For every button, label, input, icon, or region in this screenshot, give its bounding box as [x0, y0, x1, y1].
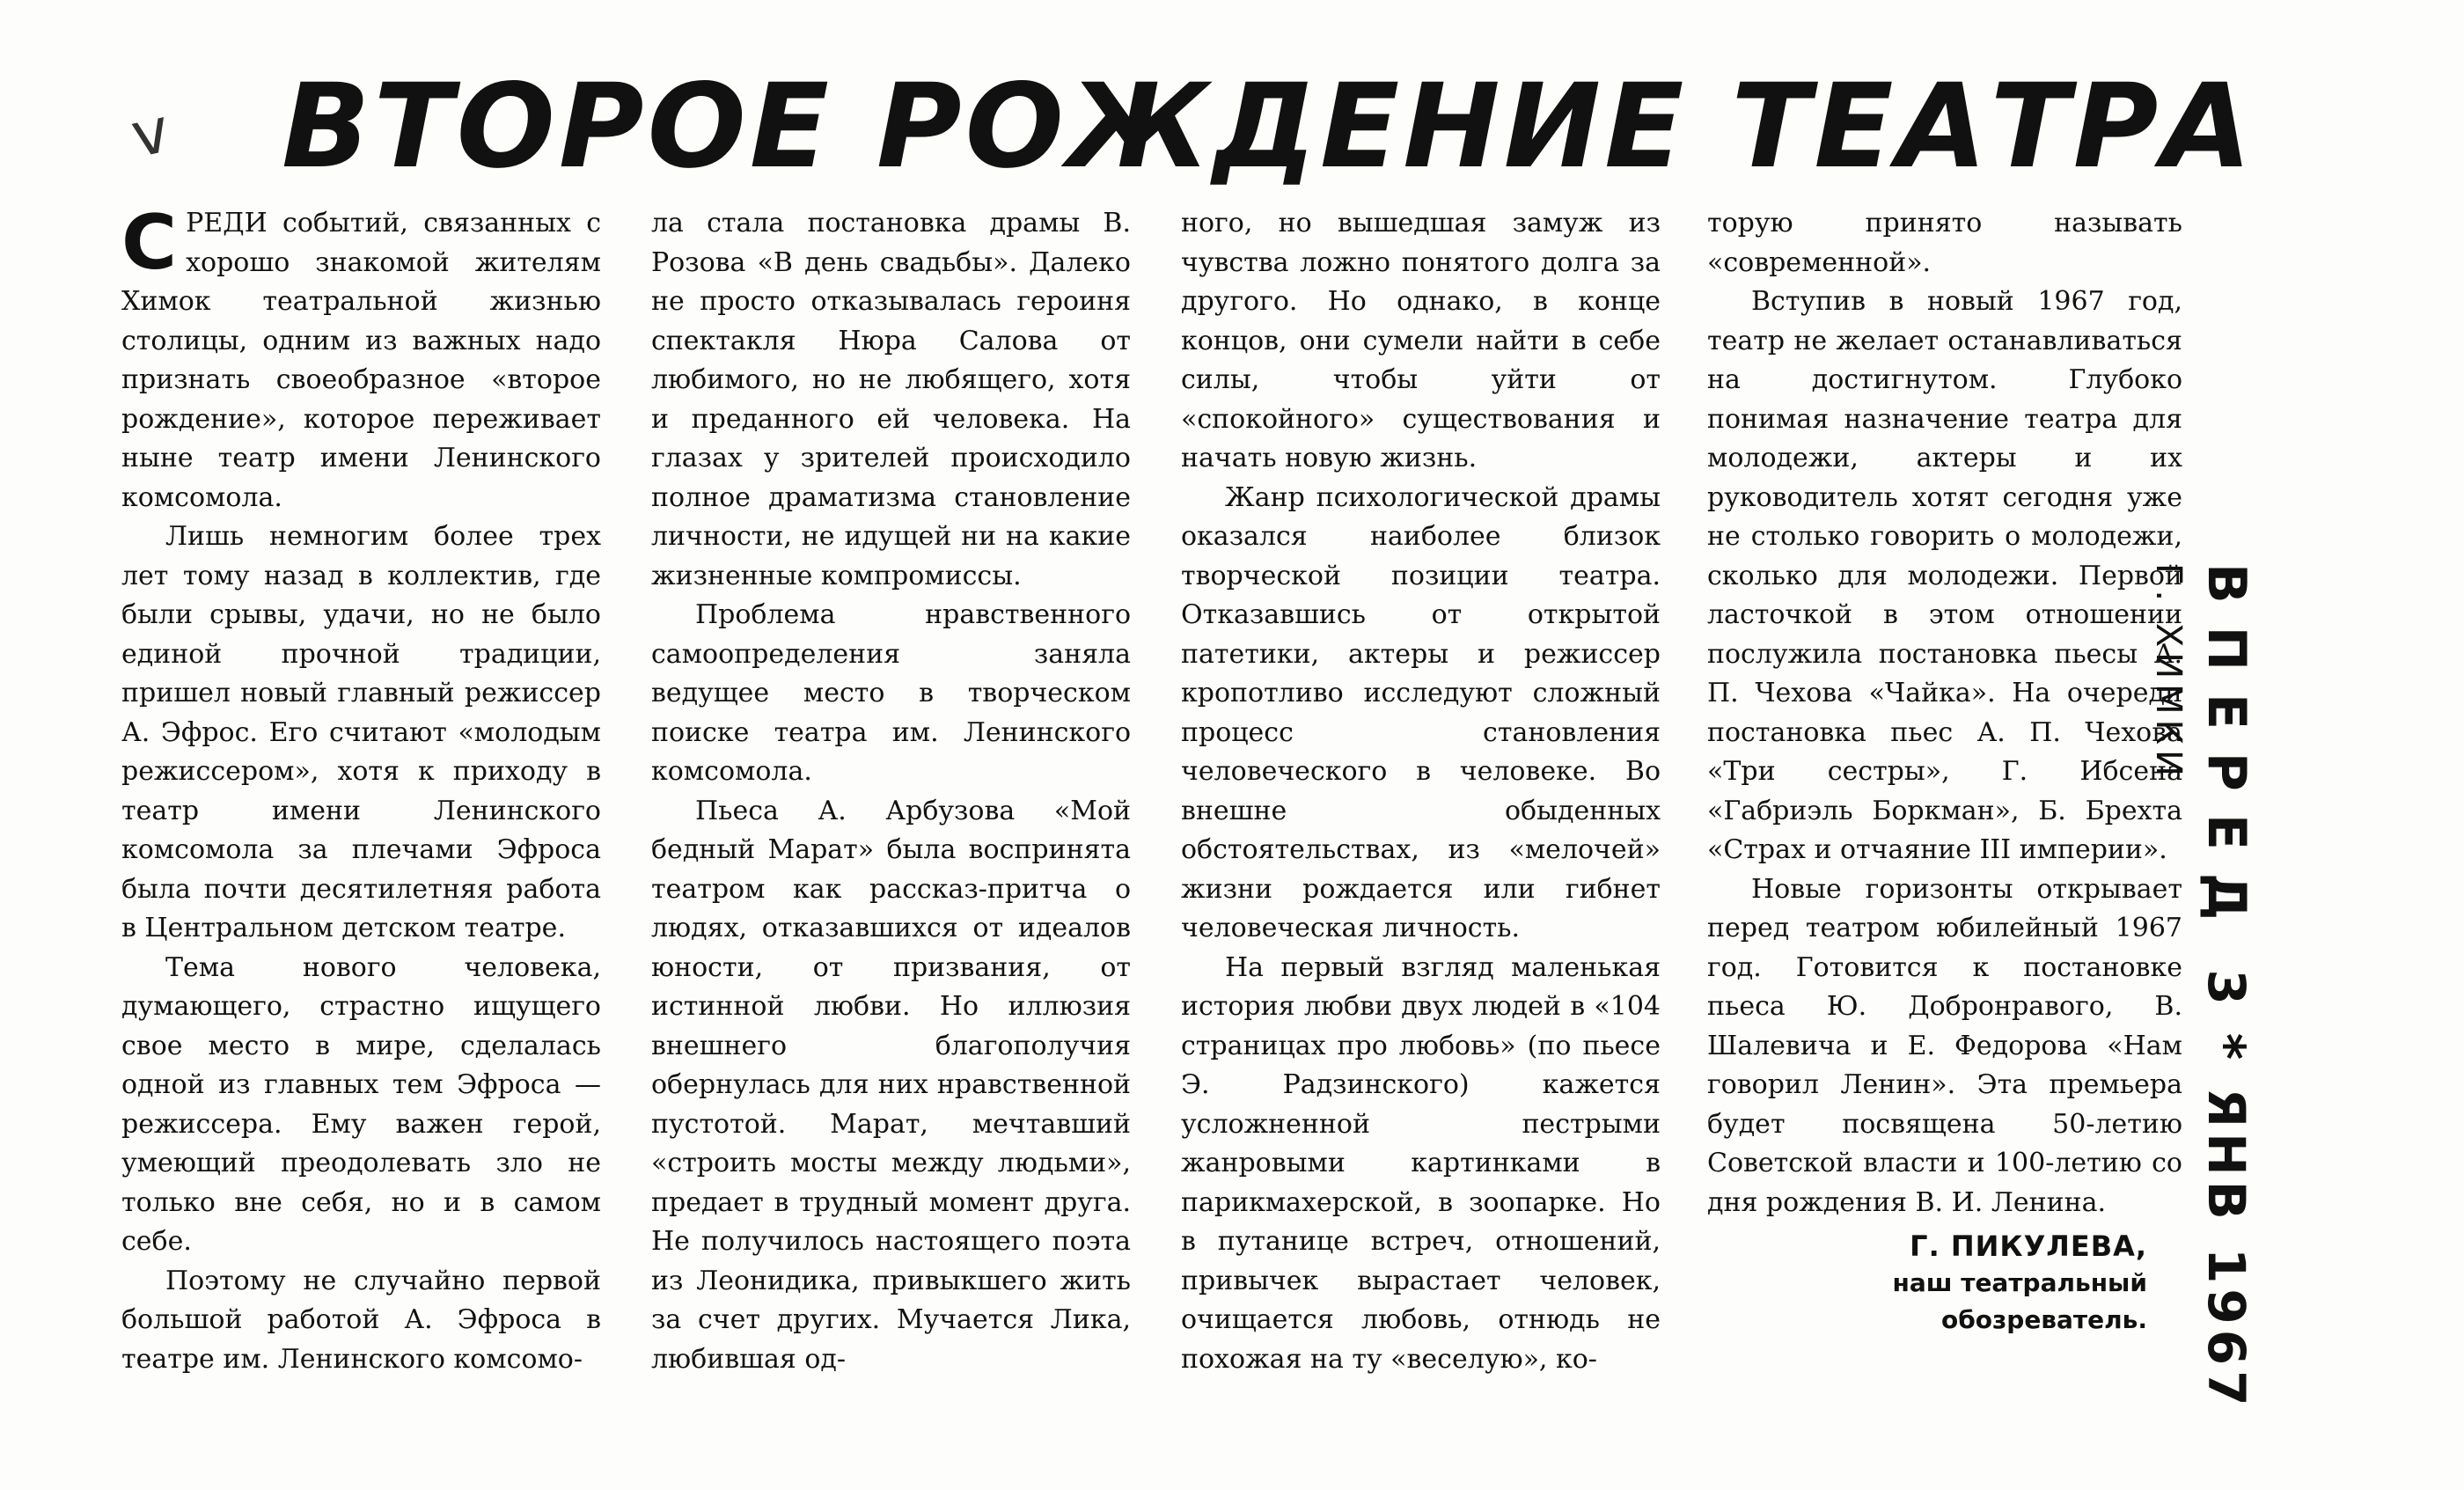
- paragraph: Лишь немногим более трех лет тому назад в коллектив, где были срывы, удачи, но не было единой прочной традиции, пришел новый главный режиссер А. Эфрос. Его считают «молодым режиссером», хотя к приходу в театр имени Ленинского комсомола за плечами Эфроса была почти десятилетняя работа в Центральном детском театре.: [121, 521, 601, 943]
- paragraph: Жанр психологической драмы оказался наиболее близок творческой позиции театра. Отказавшись от открытой патетики, актеры и режиссер кропотливо исследуют сложный процесс становления человеческого в человеке. Во внешне обыденных обстоятельствах, из «мелочей» жизни рождается или гибнет человеческая личность.: [1181, 481, 1661, 943]
- newspaper-date-stamp: [2148, 563, 2257, 1412]
- paragraph: Пьеса А. Арбузова «Мой бедный Марат» была воспринята театром как рассказ-притча о людях, отказавшихся от идеалов юности, от призвания, от истинной любви. Но иллюзия внешнего благополучия обернулась для них нравственной пустотой. Марат, мечтавший «строить мосты между людьми», предает в трудный момент друга. Не получилось настоящего поэта из Леонидика, привыкшего жить за счет других. Мучается Лика, любившая од-: [651, 795, 1131, 1375]
- author-title-line-2: обозреватель.: [1940, 1305, 2147, 1334]
- article-headline: ВТОРОЕ РОЖДЕНИЕ ТЕАТРА: [282, 59, 2255, 195]
- stamp-paper-name: ВПЕРЕД: [2196, 563, 2257, 943]
- paragraph: торую принято называть «современной».: [1707, 208, 2182, 278]
- paragraph: ного, но вышедшая замуж из чувства ложно понятого долга за другого. Но однако, в конце концов, они сумели найти в себе силы, чтобы уйти от «спокойного» существования и начать новую жизнь.: [1181, 208, 1661, 473]
- paragraph: СРЕДИ событий, связанных с хорошо знакомой жителям Химок театральной жизнью столицы, одним из важных надо признать своеобразное «второе рождение», которое переживает ныне театр имени Ленинского комсомола.: [121, 204, 601, 513]
- paragraph: Проблема нравственного самоопределения заняла ведущее место в творческом поиске театра им. Ленинского комсомола.: [651, 599, 1131, 787]
- article-column-3: [1181, 204, 1661, 1436]
- check-mark: v: [124, 93, 176, 172]
- paragraph: Тема нового человека, думающего, страстно ищущего свое место в мире, сделалась одной из главных тем Эфроса — режиссера. Ему важен герой, умеющий преодолевать зло не только вне себя, но и в самом себе.: [121, 951, 601, 1257]
- author-name: Г. ПИКУЛЕВА,: [1910, 1229, 2147, 1263]
- paragraph: Поэтому не случайно первой большой работой А. Эфроса в театре им. Ленинского комсомо-: [121, 1265, 601, 1375]
- author-signature: [1707, 1228, 2182, 1339]
- article-column-2: [651, 204, 1131, 1436]
- drop-cap: С: [121, 204, 178, 287]
- paragraph: На первый взгляд маленькая история любви двух людей в «104 страницах про любовь» (по пьесе Э. Радзинского) кажется усложненной пестрыми жанровыми картинками в парикмахерской, в зоопарке. Но в путанице встреч, отношений, привычек вырастает человек, очищается любовь, отнюдь не похожая на ту «веселую», ко-: [1181, 951, 1661, 1375]
- stamp-date: 3 * ЯНВ 1967: [2196, 969, 2256, 1412]
- paragraph: Вступив в новый 1967 год, театр не желает останавливаться на достигнутом. Глубоко понимая назначение театра для молодежи, актеры и их руководитель хотят сегодня уже не столько говорить о молодежи, сколько для молодежи. Первой ласточкой в этом отношении послужила постановка пьесы А. П. Чехова «Чайка». На очереди постановка пьес А. П. Чехова «Три сестры», Г. Ибсена «Габриэль Боркман», Б. Брехта «Страх и отчаяние III империи».: [1707, 286, 2182, 865]
- article-column-4: [1707, 204, 2182, 1436]
- paragraph: Новые горизонты открывает перед театром юбилейный 1967 год. Готовится к постановке пьеса Ю. Добронравого, В. Шалевича и Е. Федорова «Нам говорил Ленин». Эта премьера будет посвящена 50-летию Советской власти и 100-летию со дня рождения В. И. Ленина.: [1707, 873, 2182, 1218]
- stamp-city: Г. ХИМКИ: [2148, 563, 2189, 782]
- paragraph: ла стала постановка драмы В. Розова «В день свадьбы». Далеко не просто отказывалась героиня спектакля Нюра Салова от любимого, но не любящего, хотя и преданного ей человека. На глазах у зрителей происходило полное драматизма становление личности, не идущей ни на какие жизненные компромиссы.: [651, 208, 1131, 591]
- article-column-1: [121, 204, 601, 1436]
- author-title-line-1: наш театральный: [1892, 1268, 2147, 1297]
